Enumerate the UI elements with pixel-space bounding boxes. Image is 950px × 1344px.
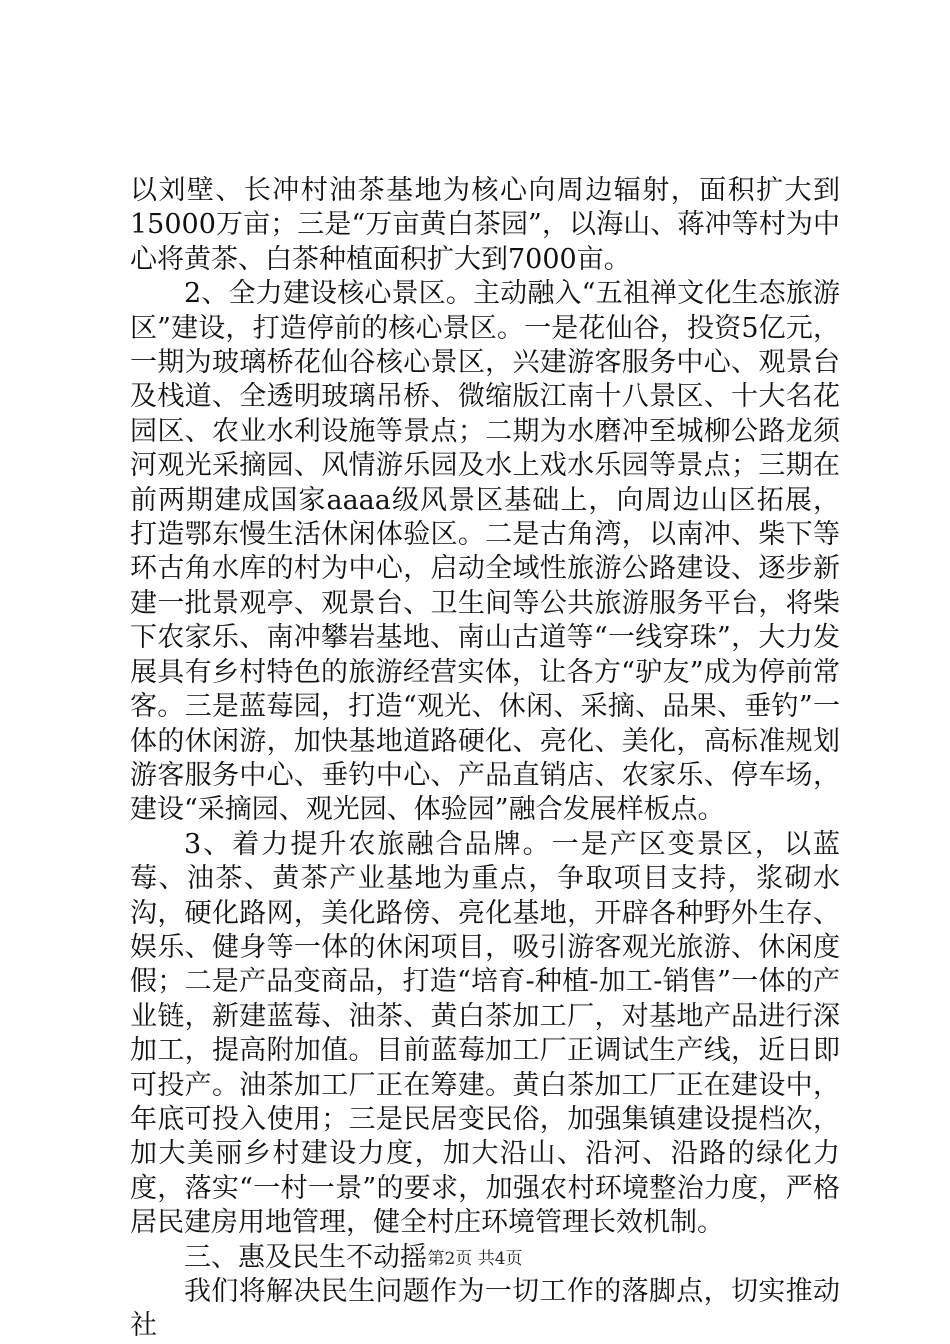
- paragraph: 我们将解决民生问题作为一切工作的落脚点，切实推动社: [130, 1276, 840, 1342]
- paragraph: 3、着力提升农旅融合品牌。一是产区变景区，以蓝莓、油茶、黄茶产业基地为重点，争取项目支持，浆砌水沟，硬化路网，美化路傍、亮化基地，开辟各种野外生存、娱乐、健身等一体的休闲项目，吸引游客观光旅游、休闲度假；二是产品变商品，打造“培育-种植-加工-销售”一体的产业链，新建蓝莓、油茶、黄白茶加工厂，对基地产品进行深加工，提高附加值。目前蓝莓加工厂正调试生产线，近日即可投产。油茶加工厂正在筹建。黄白茶加工厂正在建设中，年底可投入使用；三是民居变民俗，加强集镇建设提档次，加大美丽乡村建设力度，加大沿山、沿河、沿路的绿化力度，落实“一村一景”的要求，加强农村环境整治力度，严格居民建房用地管理，健全村庄环境管理长效机制。: [130, 828, 840, 1239]
- page-footer: 第2页 共4页: [427, 1249, 523, 1269]
- paragraph: 2、全力建设核心景区。主动融入“五祖禅文化生态旅游区”建设，打造停前的核心景区。一是花仙谷，投资5亿元，一期为玻璃桥花仙谷核心景区，兴建游客服务中心、观景台及栈道、全透明玻璃吊桥、微缩版江南十八景区、十大名花园区、农业水利设施等景点；二期为水磨冲至城柳公路龙须河观光采摘园、风情游乐园及水上戏水乐园等景点；三期在前两期建成国家aaaa级风景区基础上，向周边山区拓展，打造鄂东慢生活休闲体验区。二是古角湾，以南冲、柴下等环古角水库的村为中心，启动全域性旅游公路建设、逐步新建一批景观亭、观景台、卫生间等公共旅游服务平台，将柴下农家乐、南冲攀岩基地、南山古道等“一线穿珠”，大力发展具有乡村特色的旅游经营实体，让各方“驴友”成为停前常客。三是蓝莓园，打造“观光、休闲、采摘、品果、垂钓”一体的休闲游，加快基地道路硬化、亮化、美化，高标准规划游客服务中心、垂钓中心、产品直销店、农家乐、停车场，建设“采摘园、观光园、体验园”融合发展样板点。: [130, 278, 840, 826]
- paragraph: 以刘壁、长冲村油茶基地为核心向周边辐射，面积扩大到15000万亩；三是“万亩黄白茶园”，以海山、蒋冲等村为中心将黄茶、白茶种植面积扩大到7000亩。: [130, 175, 840, 275]
- document-body: [130, 174, 840, 1344]
- section-heading: 三、惠及民生不动摇: [184, 1241, 427, 1273]
